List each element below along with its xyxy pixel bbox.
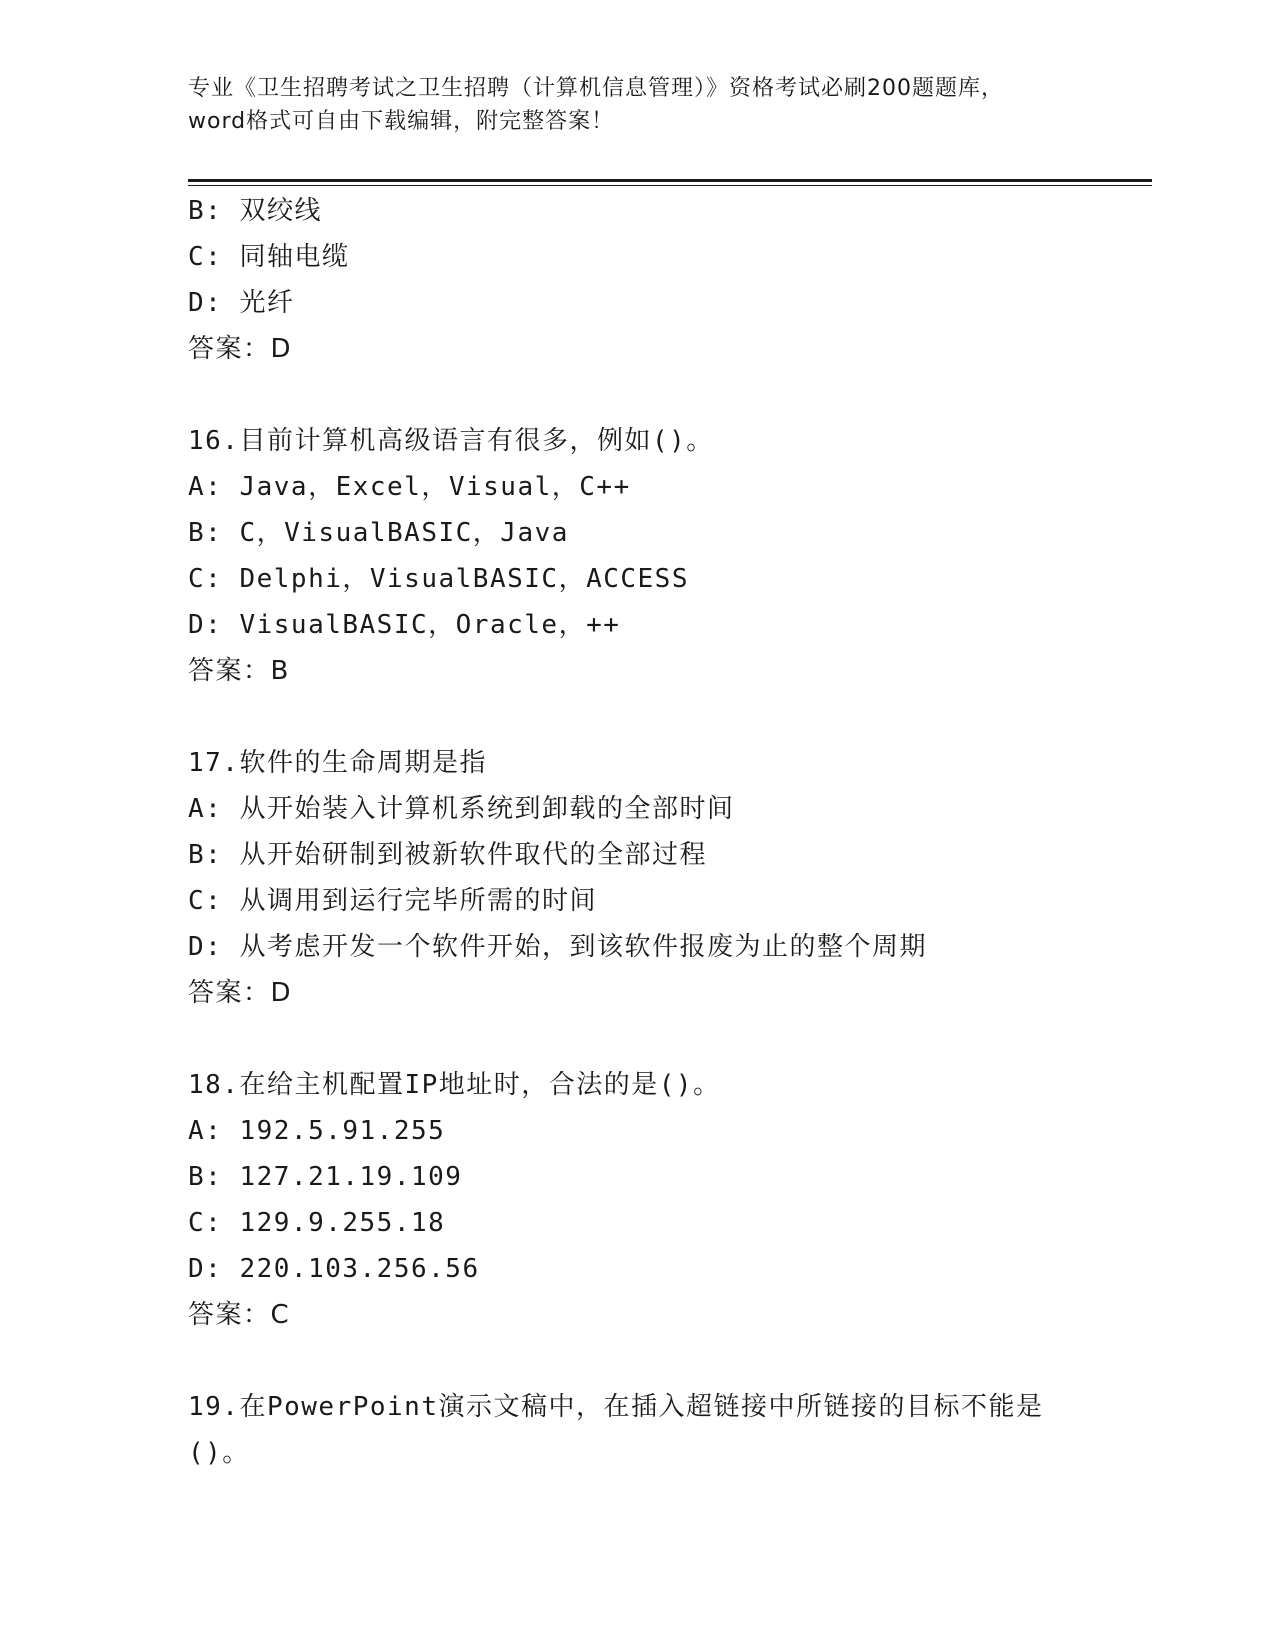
- q18-answer: 答案：C: [188, 1300, 291, 1330]
- question-list: [188, 188, 1148, 1476]
- q17-question: 17.软件的生命周期是指: [188, 748, 487, 778]
- document-header: [188, 72, 1088, 138]
- question-19-block: [188, 1384, 1148, 1476]
- spacer: [188, 1016, 1148, 1062]
- spacer: [188, 372, 1148, 418]
- q15-option-c: C: 同轴电缆: [188, 242, 350, 272]
- q16-answer: 答案：B: [188, 656, 290, 686]
- q19-question-line-2: ()。: [188, 1438, 250, 1468]
- spacer: [188, 1338, 1148, 1384]
- q16-option-a: A: Java，Excel，Visual，C++: [188, 472, 631, 502]
- q16-option-b: B: C，VisualBASIC，Java: [188, 518, 569, 548]
- header-title-line-1: 专业《卫生招聘考试之卫生招聘（计算机信息管理）》资格考试必刷200题题库，: [188, 76, 1004, 101]
- q17-option-d: D: 从考虑开发一个软件开始，到该软件报废为止的整个周期: [188, 932, 927, 962]
- q17-option-b: B: 从开始研制到被新软件取代的全部过程: [188, 840, 707, 870]
- header-title-line-2: word格式可自由下载编辑，附完整答案！: [188, 109, 615, 134]
- q18-question: 18.在给主机配置IP地址时，合法的是()。: [188, 1070, 721, 1100]
- q18-option-b: B: 127.21.19.109: [188, 1162, 463, 1192]
- q16-question: 16.目前计算机高级语言有很多，例如()。: [188, 426, 714, 456]
- q18-option-d: D: 220.103.256.56: [188, 1254, 480, 1284]
- question-15-block: [188, 188, 1148, 372]
- header-divider-thin: [188, 185, 1152, 186]
- q17-option-a: A: 从开始装入计算机系统到卸载的全部时间: [188, 794, 735, 824]
- q18-option-c: C: 129.9.255.18: [188, 1208, 446, 1238]
- q19-question-line-1: 19.在PowerPoint演示文稿中，在插入超链接中所链接的目标不能是: [188, 1392, 1044, 1422]
- question-17-block: [188, 740, 1148, 1016]
- question-16-block: [188, 418, 1148, 694]
- header-divider-thick: [188, 179, 1152, 182]
- q17-answer: 答案：D: [188, 978, 293, 1008]
- q18-option-a: A: 192.5.91.255: [188, 1116, 446, 1146]
- q17-option-c: C: 从调用到运行完毕所需的时间: [188, 886, 597, 916]
- q15-option-b: B: 双绞线: [188, 196, 322, 226]
- question-18-block: [188, 1062, 1148, 1338]
- spacer: [188, 694, 1148, 740]
- q15-answer: 答案：D: [188, 334, 293, 364]
- q16-option-c: C: Delphi，VisualBASIC，ACCESS: [188, 564, 689, 594]
- q15-option-d: D: 光纤: [188, 288, 295, 318]
- q16-option-d: D: VisualBASIC，Oracle，++: [188, 610, 621, 640]
